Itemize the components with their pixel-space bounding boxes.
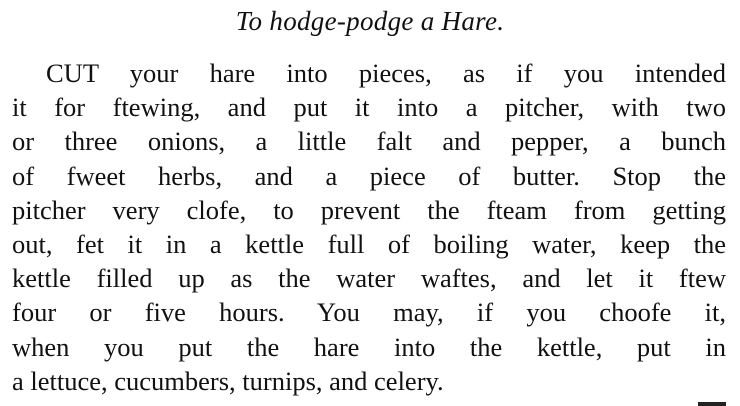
recipe-line-10: a lettuce, cucumbers, turnips, and celery. xyxy=(12,365,444,396)
recipe-line-7: kettle filled up as the water waftes, and let it ftew xyxy=(12,263,726,294)
page-edge-mark xyxy=(698,402,726,406)
recipe-line-6: out, fet it in a kettle full of boiling water, keep the xyxy=(12,228,726,259)
recipe-line-3: or three onions, a little falt and pepper, a bunch xyxy=(12,126,726,157)
recipe-line-1: CUT your hare into pieces, as if you intended xyxy=(46,58,726,88)
recipe-line-2: it for ftewing, and put it into a pitcher, with two xyxy=(12,92,726,123)
recipe-line-9: when you put the hare into the kettle, put in xyxy=(12,331,726,362)
recipe-body xyxy=(12,56,726,398)
recipe-line-5: pitcher very clofe, to prevent the fteam from getting xyxy=(12,194,726,225)
recipe-line-4: of fweet herbs, and a piece of butter. Stop the xyxy=(12,160,726,191)
recipe-title: To hodge-podge a Hare. xyxy=(235,6,505,36)
recipe-line-8: four or five hours. You may, if you choofe it, xyxy=(12,297,726,328)
